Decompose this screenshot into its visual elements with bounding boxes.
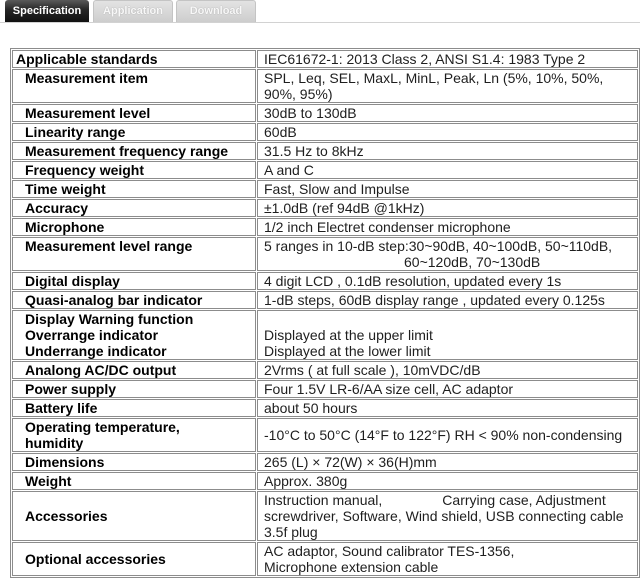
spec-row-operating-temperature-humidity <box>12 418 638 452</box>
spec-value-text: about 50 hours <box>264 400 358 416</box>
spec-label <box>12 272 256 290</box>
specification-table <box>10 48 640 578</box>
spec-value <box>257 310 638 360</box>
spec-label-text: Underrange indicator <box>25 343 167 359</box>
spec-value <box>257 472 638 490</box>
spec-value <box>257 237 638 271</box>
spec-row-display-warning-function <box>12 310 638 360</box>
spec-value <box>257 69 638 103</box>
spec-value <box>257 380 638 398</box>
spec-label-text: Time weight <box>25 181 106 197</box>
spec-label-text: Battery life <box>25 400 98 416</box>
spec-value <box>257 361 638 379</box>
spec-value-text: screwdriver, Software, Wind shield, USB connecting cable <box>264 508 624 524</box>
spec-row-frequency-weight <box>12 161 638 179</box>
spec-value <box>257 542 638 576</box>
spec-value-text: 1-dB steps, 60dB display range , updated every 0.125s <box>264 292 605 308</box>
tab-specification[interactable]: Specification <box>5 0 89 22</box>
spec-row-analog-output <box>12 361 638 379</box>
spec-value-text: Microphone extension cable <box>264 559 439 575</box>
spec-value <box>257 161 638 179</box>
spec-row-time-weight <box>12 180 638 198</box>
spec-label-text: Frequency weight <box>25 162 145 178</box>
spec-label <box>12 380 256 398</box>
spec-value <box>257 142 638 160</box>
spec-label <box>12 69 256 103</box>
spec-value-text: AC adaptor, Sound calibrator TES-1356, <box>264 543 515 559</box>
spec-label <box>12 399 256 417</box>
spec-label-text: Display Warning function <box>25 311 194 327</box>
spec-value <box>257 104 638 122</box>
spec-label-text: Accessories <box>25 508 108 524</box>
spec-row-measurement-frequency-range <box>12 142 638 160</box>
spec-label <box>12 180 256 198</box>
spec-row-accessories <box>12 491 638 541</box>
spec-label <box>12 161 256 179</box>
blank-line <box>264 311 635 327</box>
spec-value-text: IEC61672-1: 2013 Class 2, ANSI S1.4: 1983 Type 2 <box>264 51 586 67</box>
spec-value <box>257 491 638 541</box>
spec-value <box>257 418 638 452</box>
spec-value-text: 30dB to 130dB <box>264 105 357 121</box>
spec-value-text: 90%, 95%) <box>264 86 333 102</box>
spec-row-accuracy <box>12 199 638 217</box>
spec-label-text: Accuracy <box>25 200 89 216</box>
spec-value-text: Carrying case, Adjustment <box>442 492 606 508</box>
spec-label-text: Dimensions <box>25 454 105 470</box>
spec-label <box>12 123 256 141</box>
spec-row-weight <box>12 472 638 490</box>
spec-value <box>257 50 638 68</box>
spec-label-text: Measurement item <box>25 70 148 86</box>
spec-value-text: 31.5 Hz to 8kHz <box>264 143 364 159</box>
spec-value <box>257 453 638 471</box>
spec-value-text: ±1.0dB (ref 94dB @1kHz) <box>264 200 425 216</box>
spec-label <box>12 104 256 122</box>
spec-label <box>12 237 256 271</box>
spec-value-text: 3.5f plug <box>264 524 318 540</box>
spec-row-digital-display <box>12 272 638 290</box>
spec-value-text: -10°C to 50°C (14°F to 122°F) RH < 90% non-condensing <box>264 427 623 443</box>
spec-label-text: Power supply <box>25 381 117 397</box>
spec-label <box>12 472 256 490</box>
spec-value-text: 5 ranges in 10-dB step:30~90dB, 40~100dB, 50~110dB, <box>264 238 613 254</box>
spec-label-text: Measurement level <box>25 105 151 121</box>
spec-row-battery-life <box>12 399 638 417</box>
spec-value-text: Displayed at the lower limit <box>264 343 431 359</box>
spec-row-optional-accessories <box>12 542 638 576</box>
spec-label-text: Digital display <box>25 273 120 289</box>
spec-value-text: Four 1.5V LR-6/AA size cell, AC adaptor <box>264 381 514 397</box>
spec-label-text: Linearity range <box>25 124 126 140</box>
spec-value-text: Approx. 380g <box>264 473 348 489</box>
spec-label <box>12 542 256 576</box>
spec-label <box>12 50 256 68</box>
spec-value-text: 265 (L) × 72(W) × 36(H)mm <box>264 454 437 470</box>
spec-label <box>12 199 256 217</box>
spec-label <box>12 418 256 452</box>
spec-value-text: A and C <box>264 162 314 178</box>
spec-value <box>257 199 638 217</box>
tab-bar <box>0 0 640 23</box>
spec-value <box>257 218 638 236</box>
spec-label-text: Optional accessories <box>25 551 166 567</box>
spec-value-text: 2Vrms ( at full scale ), 10mVDC/dB <box>264 362 481 378</box>
spec-label <box>12 218 256 236</box>
spec-label-text: Microphone <box>25 219 105 235</box>
spec-value <box>257 272 638 290</box>
spec-row-linearity-range <box>12 123 638 141</box>
spec-row-measurement-level-range <box>12 237 638 271</box>
spec-label-text: Measurement frequency range <box>25 143 229 159</box>
spec-label-text: Analong AC/DC output <box>25 362 177 378</box>
spec-label <box>12 491 256 541</box>
spec-value-text: SPL, Leq, SEL, MaxL, MinL, Peak, Ln (5%, 10%, 50%, <box>264 70 604 86</box>
spec-row-power-supply <box>12 380 638 398</box>
spec-value-text: Instruction manual, <box>264 492 383 508</box>
spec-label <box>12 361 256 379</box>
spec-value-line <box>264 492 635 508</box>
spec-label <box>12 453 256 471</box>
spec-label-text: Overrange indicator <box>25 327 159 343</box>
spec-label <box>12 310 256 360</box>
spec-label-text: Measurement level range <box>25 238 193 254</box>
spec-row-microphone <box>12 218 638 236</box>
spec-value-text: 60~120dB, 70~130dB <box>404 254 541 270</box>
spec-label <box>12 142 256 160</box>
spec-value-text: 60dB <box>264 124 297 140</box>
spec-row-measurement-item <box>12 69 638 103</box>
spec-row-quasi-analog-bar-indicator <box>12 291 638 309</box>
spec-label-text: Quasi-analog bar indicator <box>25 292 203 308</box>
tab-application[interactable]: Application <box>93 0 173 22</box>
spec-value <box>257 399 638 417</box>
spec-label <box>12 291 256 309</box>
spec-label-text: Weight <box>25 473 72 489</box>
spec-row-dimensions <box>12 453 638 471</box>
spec-value-text: 4 digit LCD , 0.1dB resolution, updated every 1s <box>264 273 562 289</box>
spec-value-text: Fast, Slow and Impulse <box>264 181 410 197</box>
spec-row-applicable-standards <box>12 50 638 68</box>
spec-value <box>257 291 638 309</box>
spec-label-text: humidity <box>25 435 84 451</box>
spec-value <box>257 180 638 198</box>
spec-label-text: Applicable standards <box>16 51 158 67</box>
spec-value <box>257 123 638 141</box>
spec-value-text: 1/2 inch Electret condenser microphone <box>264 219 511 235</box>
tab-download[interactable]: Download <box>176 0 256 22</box>
spec-row-measurement-level <box>12 104 638 122</box>
spec-label-text: Operating temperature, <box>25 419 180 435</box>
spec-value-text: Displayed at the upper limit <box>264 327 433 343</box>
